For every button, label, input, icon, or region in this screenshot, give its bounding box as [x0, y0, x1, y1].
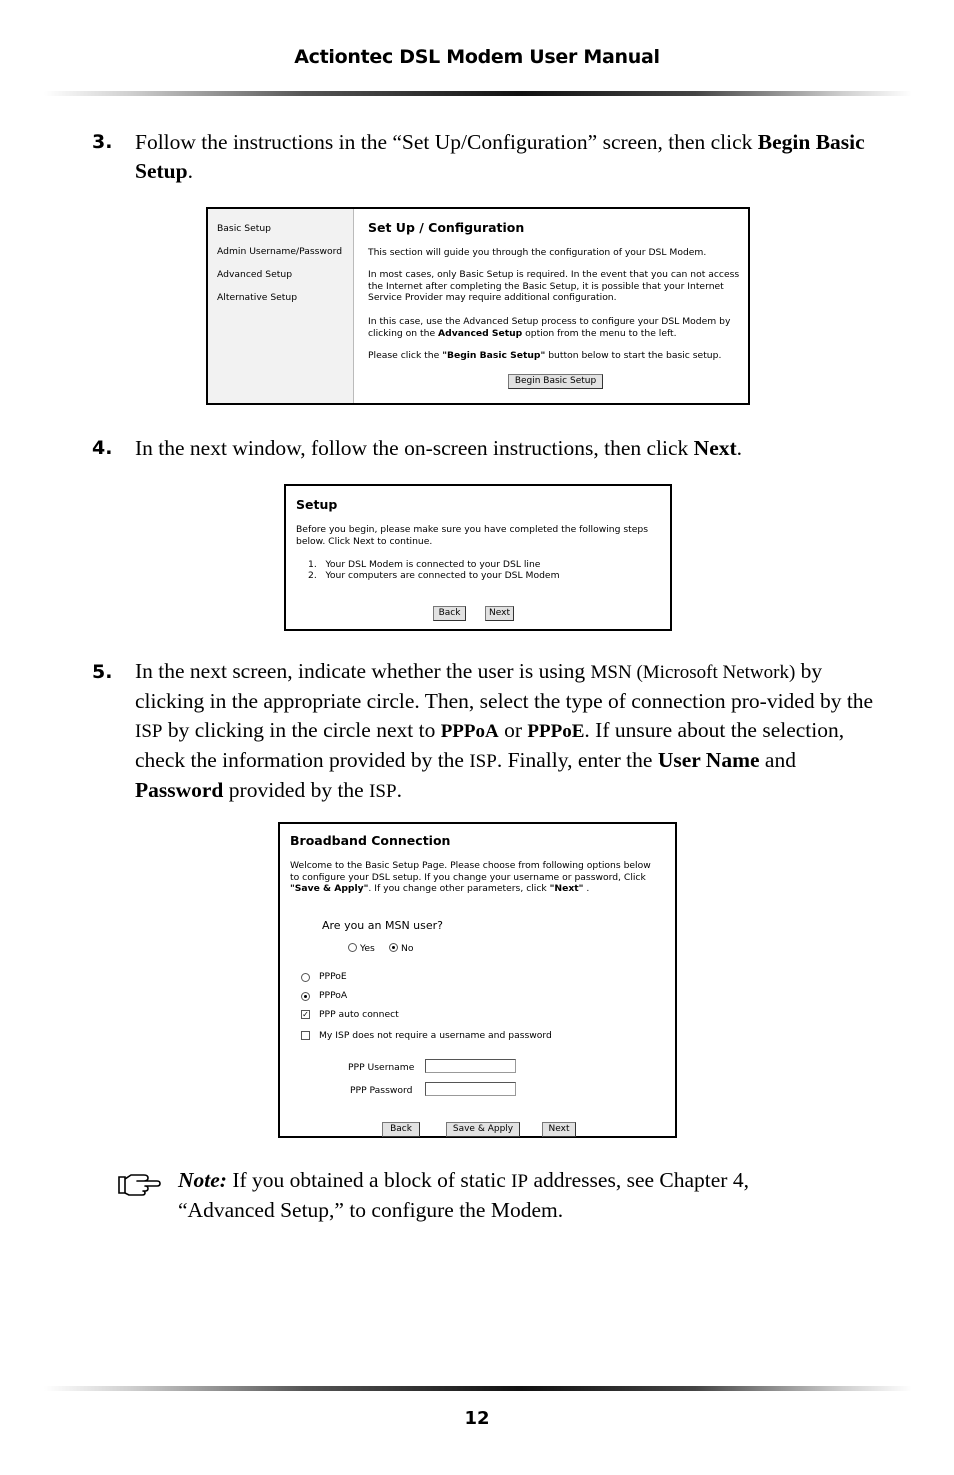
- screen1-paragraph-4: Please click the "Begin Basic Setup" button below to start the basic setup.: [368, 350, 722, 361]
- running-header: Actiontec DSL Modem User Manual: [294, 46, 660, 68]
- screen1-paragraph-3: In this case, use the Advanced Setup process to configure your DSL Modem by clicking on the Advanced Setup option from the menu to the left.: [368, 316, 731, 339]
- step-4-number: 4.: [92, 437, 113, 459]
- menu-item-admin-username-password[interactable]: Admin Username/Password: [217, 246, 343, 257]
- step-5-number: 5.: [92, 661, 113, 683]
- ppp-password-label: PPP Password: [350, 1085, 413, 1096]
- page-number: 12: [464, 1408, 490, 1429]
- screen2-step-2: 2. Your computers are connected to your DSL Modem: [308, 570, 560, 581]
- screen1-title: Set Up / Configuration: [368, 220, 525, 235]
- back-button[interactable]: Back: [382, 1122, 420, 1137]
- setup-configuration-screenshot: [206, 207, 750, 405]
- msn-yes-label: Yes: [360, 943, 375, 954]
- menu-item-advanced-setup[interactable]: Advanced Setup: [217, 269, 293, 280]
- screen1-paragraph-2: In most cases, only Basic Setup is required. In the event that you can not access the Internet after completing the Basic Setup, it is possible that your Internet Service Provider may require additional configuration.: [368, 269, 740, 303]
- save-apply-button[interactable]: Save & Apply: [446, 1122, 520, 1137]
- step-3-text: Follow the instructions in the “Set Up/Configuration” screen, then click Begin Basic Setup.: [135, 130, 865, 183]
- no-username-checkbox[interactable]: [301, 1031, 310, 1040]
- broadband-connection-screenshot: [278, 822, 677, 1138]
- screen3-intro: Welcome to the Basic Setup Page. Please choose from following options below to configure your DSL setup. If you change your username or password, Click "Save & Apply". If you change other parameters, click "Next" .: [290, 860, 651, 894]
- screen1-paragraph-1: This section will guide you through the configuration of your DSL Modem.: [368, 247, 707, 258]
- setup-screenshot: [284, 484, 672, 631]
- no-username-label: My ISP does not require a username and password: [319, 1030, 552, 1041]
- next-button[interactable]: Next: [485, 606, 514, 621]
- pppoa-label: PPPoA: [319, 990, 348, 1001]
- pppoa-radio[interactable]: [301, 992, 310, 1001]
- header-rule: [44, 91, 912, 96]
- msn-no-label: No: [401, 943, 414, 954]
- pppoe-label: PPPoE: [319, 971, 347, 982]
- step-4-text: In the next window, follow the on-screen instructions, then click Next.: [135, 436, 743, 460]
- footer-rule: [44, 1386, 912, 1391]
- msn-no-radio[interactable]: [389, 943, 398, 952]
- next-button[interactable]: Next: [542, 1122, 576, 1137]
- back-button[interactable]: Back: [433, 606, 466, 621]
- screen2-title: Setup: [296, 497, 338, 512]
- menu-item-basic-setup[interactable]: Basic Setup: [217, 223, 271, 234]
- msn-yes-radio[interactable]: [348, 943, 357, 952]
- screen2-intro: Before you begin, please make sure you have completed the following steps below. Click Next to continue.: [296, 524, 649, 547]
- pppoe-radio[interactable]: [301, 973, 310, 982]
- begin-basic-setup-button[interactable]: Begin Basic Setup: [508, 374, 603, 389]
- note-text: Note: If you obtained a block of static IP addresses, see Chapter 4, “Advanced Setup,” to configure the Modem.: [178, 1168, 749, 1222]
- ppp-username-label: PPP Username: [348, 1062, 415, 1073]
- pointing-hand-icon: [117, 1170, 161, 1196]
- msn-question: Are you an MSN user?: [322, 919, 444, 932]
- auto-connect-label: PPP auto connect: [319, 1009, 399, 1020]
- menu-item-alternative-setup[interactable]: Alternative Setup: [217, 292, 298, 303]
- step-3-number: 3.: [92, 131, 113, 153]
- ppp-username-input[interactable]: [425, 1059, 516, 1073]
- ppp-password-input[interactable]: [425, 1082, 516, 1096]
- setup-menu-panel: [208, 209, 354, 403]
- screen3-title: Broadband Connection: [290, 833, 451, 848]
- auto-connect-checkbox[interactable]: ✓: [302, 1010, 309, 1019]
- screen2-step-1: 1. Your DSL Modem is connected to your DSL line: [308, 559, 541, 570]
- step-5-text: In the next screen, indicate whether the user is using MSN (Microsoft Network) by clicking in the appropriate circle. Then, select the type of connection pro-vided by the ISP by clicking in the circle next to PPPoA or PPPoE. If unsure about the selection, check the information provided by the ISP. Finally, enter the User Name and Password provided by the ISP.: [135, 659, 874, 802]
